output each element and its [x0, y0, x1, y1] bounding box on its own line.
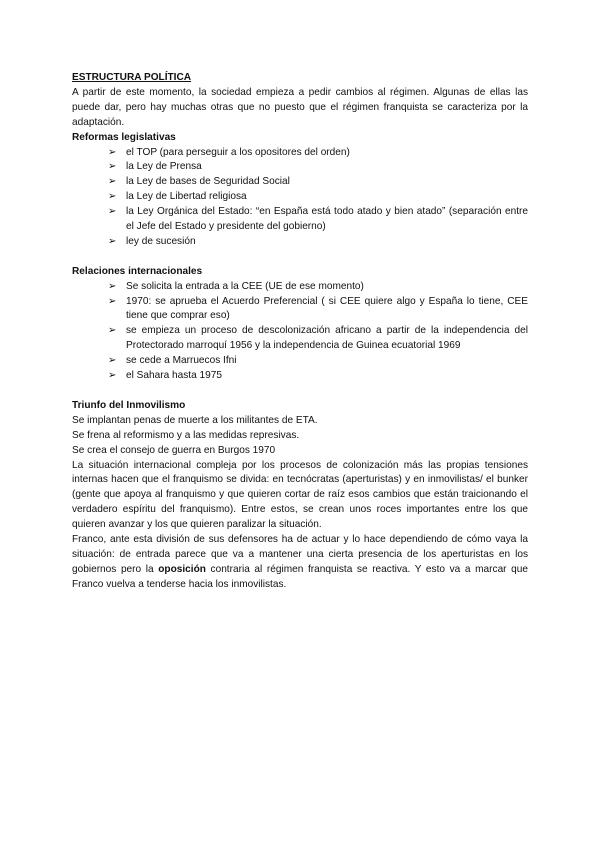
- list-item-text: el Sahara hasta 1975: [126, 370, 222, 382]
- arrowhead-bullet-icon: ➢: [108, 370, 117, 382]
- list-item: [108, 175, 528, 190]
- list-item: [108, 324, 528, 354]
- spacer: [72, 250, 528, 265]
- list-item-text: la Ley Orgánica del Estado: “en España está todo atado y bien atado” (separación entre el Jefe del Estado y presidente del gobierno): [126, 206, 528, 233]
- intro-paragraph: A partir de este momento, la sociedad empieza a pedir cambios al régimen. Algunas de ellas las puede dar, pero hay muchas otras que no puesto que el régimen franquista se caracteriza por la adaptación.: [72, 86, 528, 128]
- reformas-list: [72, 146, 528, 250]
- arrowhead-bullet-icon: ➢: [108, 325, 117, 337]
- triunfo-line: Se frena al reformismo y a las medidas represivas.: [72, 429, 300, 441]
- list-item: [108, 205, 528, 235]
- situacion-paragraph: La situación internacional compleja por los procesos de colonización más las propias tensiones internas hacen que el franquismo se divida: en tecnócratas (aperturistas) y en inmovilistas/ el bunker (gente que apoya al franquismo y que quieren cortar de raíz esos cambios que están traicionando el verdadero espíritu del franquismo). Entre estos, se crean unos roces importantes entre los que quieren avanzar y los que quieren paralizar la situación.: [72, 459, 528, 531]
- list-item-text: ley de sucesión: [126, 235, 196, 247]
- list-item: [108, 354, 528, 369]
- franco-text-start: Franco, ante esta división de sus defensores ha de actuar y lo hace dependiendo de cómo vaya la situación: de entrada parece que va a mantener una cierta presencia de los aperturistas en los gobiernos pero la: [72, 534, 528, 575]
- list-item: [108, 369, 528, 384]
- reformas-heading: Reformas legislativas: [72, 131, 176, 143]
- arrowhead-bullet-icon: ➢: [108, 176, 117, 188]
- list-item-text: se empieza un proceso de descolonización africano a partir de la independencia del Protectorado marroquí 1956 y la independencia de Guinea ecuatorial 1969: [126, 325, 528, 352]
- list-item: [108, 160, 528, 175]
- arrowhead-bullet-icon: ➢: [108, 235, 117, 247]
- list-item-text: la Ley de Libertad religiosa: [126, 191, 247, 203]
- arrowhead-bullet-icon: ➢: [108, 191, 117, 203]
- section-title: ESTRUCTURA POLÍTICA: [72, 72, 192, 83]
- franco-text-end: contraria al régimen franquista se reactiva. Y esto va a marcar que Franco vuelva a tenderse hacia los inmovilistas.: [72, 563, 528, 590]
- arrowhead-bullet-icon: ➢: [108, 161, 117, 173]
- list-item: [108, 235, 528, 250]
- list-item: [108, 280, 528, 295]
- triunfo-heading: Triunfo del Inmovilismo: [72, 399, 186, 411]
- list-item-text: la Ley de Prensa: [126, 161, 202, 173]
- triunfo-line: Se implantan penas de muerte a los militantes de ETA.: [72, 414, 318, 426]
- oposicion-bold-word: oposición: [158, 563, 206, 575]
- spacer: [72, 384, 528, 399]
- arrowhead-bullet-icon: ➢: [108, 146, 117, 158]
- list-item-text: Se solicita la entrada a la CEE (UE de ese momento): [126, 280, 364, 292]
- list-item-text: el TOP (para perseguir a los opositores del orden): [126, 146, 350, 158]
- arrowhead-bullet-icon: ➢: [108, 295, 117, 307]
- list-item-text: la Ley de bases de Seguridad Social: [126, 176, 290, 188]
- arrowhead-bullet-icon: ➢: [108, 206, 117, 218]
- arrowhead-bullet-icon: ➢: [108, 280, 117, 292]
- list-item-text: se cede a Marruecos Ifni: [126, 355, 237, 367]
- list-item: [108, 190, 528, 205]
- list-item: [108, 295, 528, 325]
- relaciones-heading: Relaciones internacionales: [72, 265, 203, 277]
- franco-paragraph: [72, 533, 528, 593]
- list-item-text: 1970: se aprueba el Acuerdo Preferencial ( si CEE quiere algo y España lo tiene, CEE tiene que comprar eso): [126, 295, 528, 322]
- arrowhead-bullet-icon: ➢: [108, 355, 117, 367]
- relaciones-list: [72, 280, 528, 384]
- list-item: [108, 146, 528, 161]
- triunfo-line: Se crea el consejo de guerra en Burgos 1970: [72, 444, 276, 456]
